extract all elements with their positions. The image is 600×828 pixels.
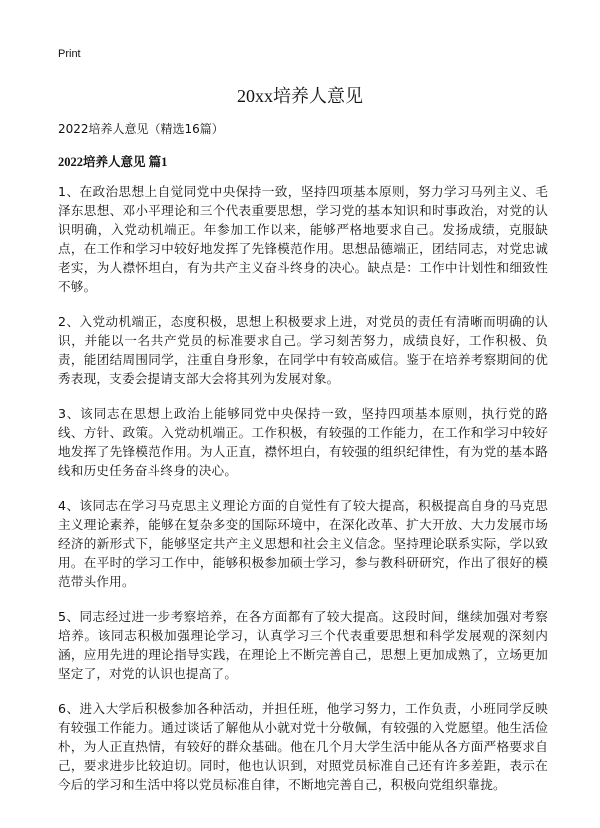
paragraph: 6、进入大学后积极参加各种活动，并担任班，他学习努力，工作负责，小班同学反映有较强工作能力。通过谈话了解他从小就对党十分敬佩，有较强的入党愿望。他生活俭朴，为人正直热情，有较好的群众基础。他在几个月大学生活中能从各方面严格要求自己，要求进步比较迫切。同时，他也认识到，对照党员标准自己还有许多差距，表示在今后的学习和生活中将以党员标准自律，不断地完善自己，积极向党组织靠拢。: [58, 701, 548, 792]
print-link[interactable]: Print: [58, 48, 81, 60]
paragraph-list: [58, 182, 548, 810]
paragraph: 1、在政治思想上自觉同党中央保持一致，坚持四项基本原则，努力学习马列主义、毛泽东思想、邓小平理论和三个代表重要思想，学习党的基本知识和时事政治，对党的认识明确，入党动机端正。年参加工作以来，能够严格地要求自己。发扬成绩，克服缺点，在工作和学习中较好地发挥了先锋模范作用。思想品德端正，团结同志，对党忠诚老实，为人襟怀坦白，有为共产主义奋斗终身的决心。缺点是：工作中计划性和细致性不够。: [58, 184, 548, 294]
document-subtitle: 2022培养人意见（精选16篇）: [58, 122, 224, 136]
paragraph: 5、同志经过进一步考察培养，在各方面都有了较大提高。这段时间，继续加强对考察培养。该同志积极加强理论学习，认真学习三个代表重要思想和科学发展观的深刻内涵，应用先进的理论指导实践，在理论上不断完善自己，思想上更加成熟了，立场更加坚定了，对党的认识也提高了。: [58, 609, 548, 681]
paragraph: 2、入党动机端正，态度积极，思想上积极要求上进，对党员的责任有清晰而明确的认识，并能以一名共产党员的标准要求自己。学习刻苦努力，成绩良好，工作积极、负责，能团结周围同学，注重自身形象，在同学中有较高威信。鉴于在培养考察期间的优秀表现，支委会提请支部大会将其列为发展对象。: [58, 314, 548, 386]
section-heading: 2022培养人意见 篇1: [58, 155, 168, 169]
paragraph: 3、该同志在思想上政治上能够同党中央保持一致，坚持四项基本原则，执行党的路线、方针、政策。入党动机端正。工作积极，有较强的工作能力，在工作和学习中较好地发挥了先锋模范作用。为人正直，襟怀坦白，有较强的组织纪律性，有为党的基本路线和历史任务奋斗终身的决心。: [58, 406, 548, 478]
page-title: 20xx培养人意见: [237, 86, 363, 106]
paragraph: 4、该同志在学习马克思主义理论方面的自觉性有了较大提高，积极提高自身的马克思主义理论素养，能够在复杂多变的国际环境中，在深化改革、扩大开放、大力发展市场经济的新形式下，能够坚定共产主义思想和社会主义信念。坚持理论联系实际，学以致用。在平时的学习工作中，能够积极参加硕士学习，参与教科研研究，作出了很好的模范带头作用。: [58, 498, 548, 589]
